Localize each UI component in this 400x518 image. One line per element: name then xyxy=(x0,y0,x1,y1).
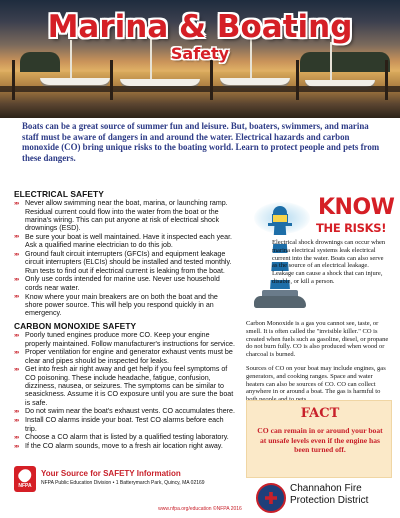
bullet-arrow-icon: »» xyxy=(14,250,18,258)
source-address: NFPA Public Education Division • 1 Batterymarch Park, Quincy, MA 02169 xyxy=(41,480,205,486)
list-item: »» Do not swim near the boat's exhaust vents. CO accumulates there. xyxy=(14,407,235,416)
left-column xyxy=(14,190,236,451)
bullet-arrow-icon: »» xyxy=(14,331,18,339)
department-name: Channahon Fire Protection District xyxy=(290,483,369,506)
list-item: »» If the CO alarm sounds, move to a fresh air location right away. xyxy=(14,442,223,451)
page-title: Marina & Boating xyxy=(47,9,353,45)
fact-box xyxy=(246,400,392,478)
list-item: »» Proper ventilation for engine and generator exhaust vents must be clear and pipes should be inspected for leaks. xyxy=(14,348,233,365)
list-item: »» Choose a CO alarm that is listed by a qualified testing laboratory. xyxy=(14,433,229,442)
fact-text: CO can remain in or around your boat at unsafe levels even if the engine has been turned off. xyxy=(257,426,383,454)
source-title: Your Source for SAFETY Information xyxy=(41,469,181,478)
bullet-arrow-icon: »» xyxy=(14,275,18,283)
co-explanation xyxy=(246,320,391,410)
bullet-arrow-icon: »» xyxy=(14,416,18,424)
list-item: »» Never allow swimming near the boat, marina, or launching ramp. Residual current could flow into the water from the boat or the marina's wiring. This can put anyone at risk of electrical shock drownings (ESD). xyxy=(14,199,228,233)
know-heading: KNOW xyxy=(318,195,395,220)
co-safety-heading: CARBON MONOXIDE SAFETY xyxy=(14,320,137,331)
bullet-arrow-icon: »» xyxy=(14,233,18,241)
list-item: »» Ground fault circuit interrupters (GFCIs) and equipment leakage circuit interrupters (ELCIs) should be installed and tested monthly. Run tests to find out if electrical current is leaking from the boat. xyxy=(14,250,232,275)
list-item: »» Be sure your boat is well maintained. Have it inspected each year. Ask a qualified marine electrician to do this job. xyxy=(14,232,233,250)
list-item: »» Only use cords intended for marine use. Never use household cords near water. xyxy=(14,275,220,292)
intro-paragraph: Boats can be a great source of summer fun and leisure. But, boaters, swimmers, and marina staff must be aware of dangers in and around the water. Electrical hazards and carbon monoxide (CO) bring unique risks to the boating world. Learn to protect people and pets from these dangers. xyxy=(22,121,380,163)
footer-url[interactable]: www.nfpa.org/education ©NFPA 2016 xyxy=(158,506,242,512)
page-subtitle: Safety xyxy=(170,44,230,63)
list-item: »» Poorly tuned engines produce more CO. Keep your engine properly maintained. Follow manufacturer's instructions for service. xyxy=(14,331,235,348)
bullet-arrow-icon: »» xyxy=(14,442,18,450)
list-item: »» Get into fresh air right away and get help if you feel symptoms of CO poisoning. These include headache, fatigue, confusion, dizziness, nausea, or seizures. The symptoms can be similar to seasickness. Assume it is CO exposure until you are sure the boat is safe. xyxy=(14,365,234,407)
esd-explanation: Electrical shock drownings can occur when marina electrical systems leak electrical current into the water. Boats can also serve as the source of an electrical leakage. Leakage can cause a shock that can injure, disable, or kill a person. xyxy=(272,239,386,285)
bullet-arrow-icon: »» xyxy=(14,433,18,441)
bullet-arrow-icon: »» xyxy=(14,407,18,415)
list-item: »» Know where your main breakers are on both the boat and the shore power source. This will help you respond quickly in an emergency. xyxy=(14,292,218,318)
nfpa-logo: NFPA xyxy=(14,466,36,492)
bullet-arrow-icon: »» xyxy=(14,348,18,356)
flame-icon xyxy=(16,467,34,485)
marina-sunset-photo xyxy=(0,0,400,118)
bullet-arrow-icon: »» xyxy=(14,293,18,301)
list-item: »» Install CO alarms inside your boat. Test CO alarms before each trip. xyxy=(14,416,224,433)
bullet-arrow-icon: »» xyxy=(14,199,18,207)
co-sources: Sources of CO on your boat may include engines, gas generators, and cooking ranges. Space and water heaters can also be sources of CO. CO can collect anywhere in or around a boat. The gas is harmful to xyxy=(246,364,386,396)
electrical-safety-heading: ELECTRICAL SAFETY xyxy=(14,189,104,199)
fact-title: FACT xyxy=(300,406,340,421)
bullet-arrow-icon: »» xyxy=(14,365,18,373)
risks-heading: THE RISKS! xyxy=(316,221,387,235)
co-definition: Carbon Monoxide is a gas you cannot see, taste, or smell. It is often called the "invisible killer." CO is created when fuels such as gasoline, diesel, or propane do not burn fully. CO is also produced when wood or charcoal is burned. xyxy=(246,320,389,359)
